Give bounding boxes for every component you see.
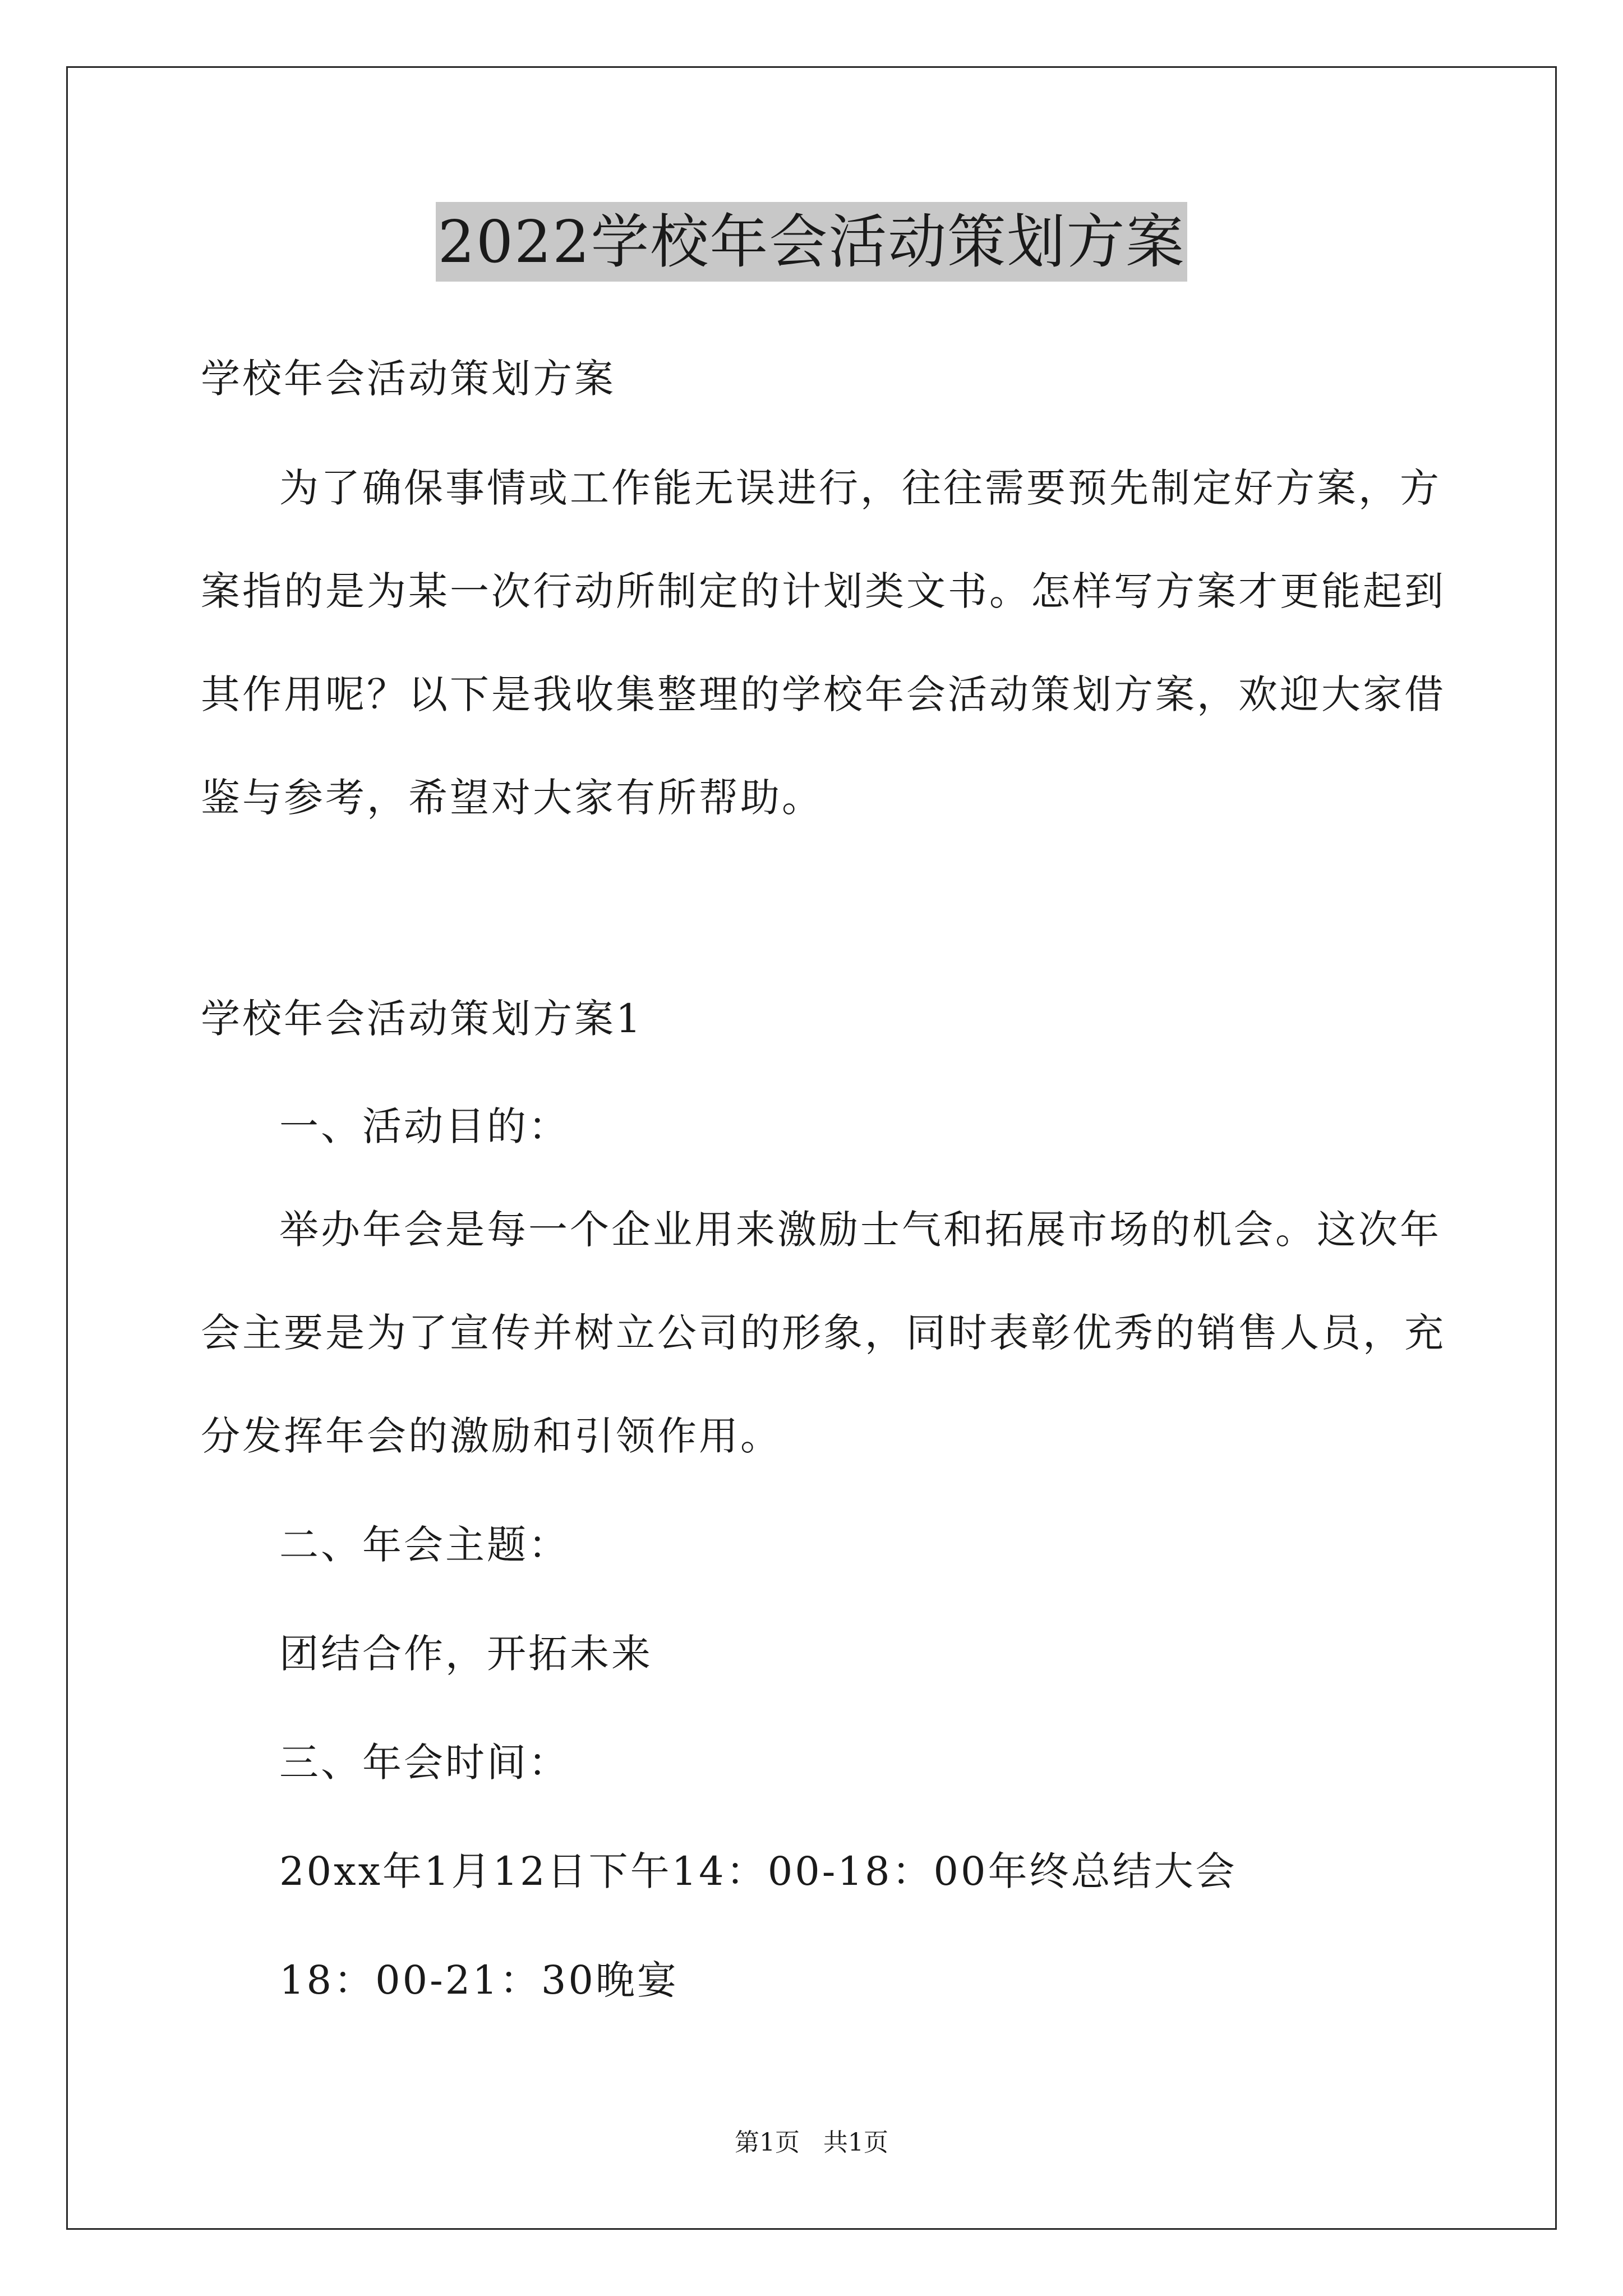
page-footer: 第1页 共1页 [735,2128,888,2157]
purpose-heading: 一、活动目的： [279,1103,570,1149]
title-container [0,202,1623,282]
time-heading: 三、年会时间： [279,1740,570,1786]
theme-text: 团结合作，开拓未来 [279,1631,653,1677]
purpose-line-1: 举办年会是每一个企业用来激励士气和拓展市场的机会。这次年 [279,1207,1441,1253]
time-line-1: 20xx年1月12日下午14：00-18：00年终总结大会 [279,1848,1237,1894]
time-line-2: 18：00-21：30晚宴 [279,1957,679,2003]
purpose-line-2: 会主要是为了宣传并树立公司的形象，同时表彰优秀的销售人员，充 [201,1310,1446,1356]
document-subtitle: 学校年会活动策划方案 [201,356,616,402]
section-title: 学校年会活动策划方案1 [201,996,643,1042]
theme-heading: 二、年会主题： [279,1522,570,1568]
intro-line-2: 案指的是为某一次行动所制定的计划类文书。怎样写方案才更能起到 [201,568,1446,614]
intro-line-1: 为了确保事情或工作能无误进行，往往需要预先制定好方案，方 [279,465,1441,511]
intro-line-3: 其作用呢？以下是我收集整理的学校年会活动策划方案，欢迎大家借 [201,671,1446,717]
document-title: 2022学校年会活动策划方案 [436,202,1188,282]
intro-line-4: 鉴与参考，希望对大家有所帮助。 [201,775,823,821]
purpose-line-3: 分发挥年会的激励和引领作用。 [201,1413,782,1459]
